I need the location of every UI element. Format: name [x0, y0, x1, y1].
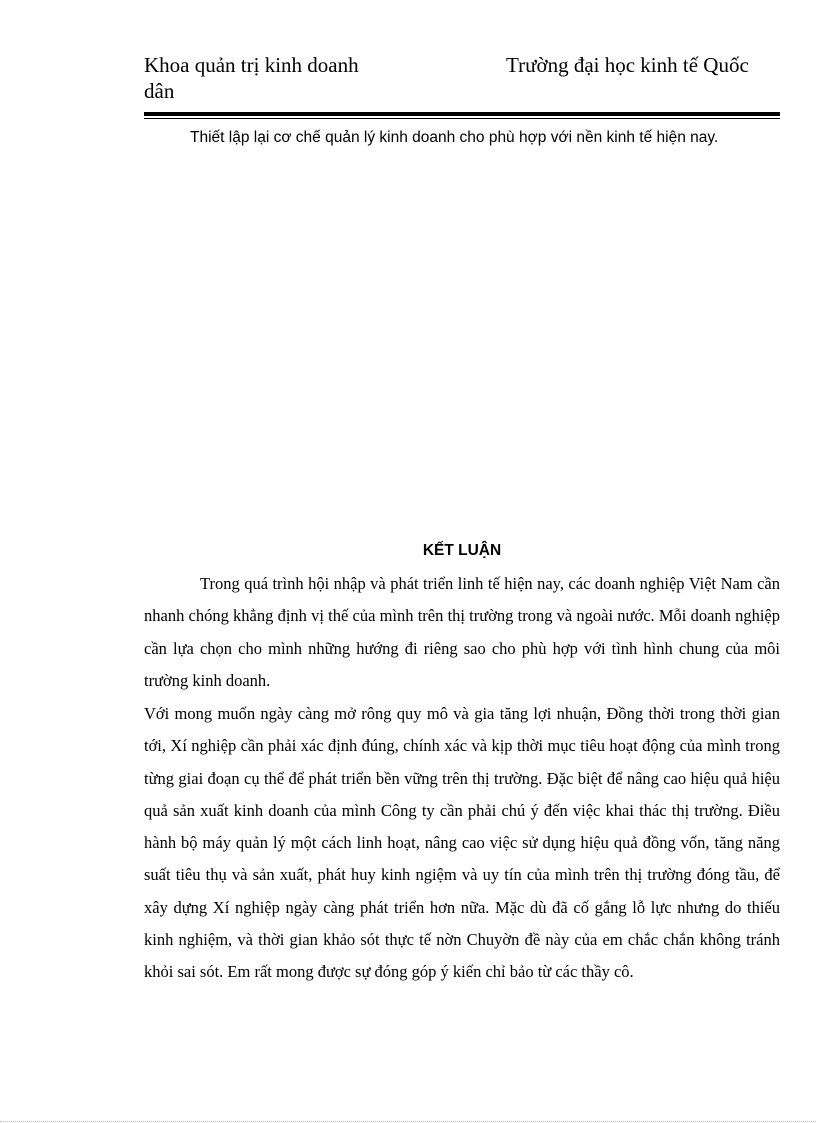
header-university: Trường đại học kinh tế Quốc: [506, 53, 749, 77]
header-rule-thin: [144, 118, 780, 119]
intro-paragraph: Thiết lập lại cơ chế quản lý kinh doanh cho phù hợp với nền kinh tế hiện nay.: [190, 129, 719, 146]
conclusion-paragraph-2: Với mong muốn ngày càng mở rông quy mô và gia tăng lợi nhuận, Đồng thời trong thời gian tới, Xí nghiệp cần phải xác định đúng, chính xác và kịp thời mục tiêu hoạt động của mình trong từng giai đoạn cụ thể để phát triển bền vững trên thị trường. Đặc biệt để nâng cao hiệu quả hiệu quả sản xuất kinh doanh của mình Công ty cần phải chú ý đến việc khai thác thị trường. Điều hành bộ máy quản lý một cách linh hoạt, nâng cao việc sử dụng hiệu quả đồng vốn, tăng năng suất tiêu thụ và sản xuất, phát huy kinh ngiệm và uy tín của mình trên thị trường đóng tầu, để xây dựng Xí nghiệp ngày càng phát triển hơn nữa. Mặc dù đã cố gắng lỗ lực nhưng do thiếu kinh nghiệm, và thời gian khảo sót thực tế nờn Chuyờn đề này của em chắc chắn không tránh khỏi sai sót. Em rất mong được sự đóng góp ý kiến chỉ bảo từ các thầy cô.: [144, 704, 780, 982]
header-rule-thick: [144, 112, 780, 116]
header-university-continuation: dân: [144, 79, 175, 103]
page-header: [144, 52, 780, 104]
header-faculty: Khoa quản trị kinh doanh: [144, 53, 359, 77]
conclusion-title: KẾT LUẬN: [422, 542, 502, 559]
conclusion-paragraph-1: Trong quá trình hội nhập và phát triển linh tế hiện nay, các doanh nghiệp Việt Nam cần nhanh chóng khẳng định vị thế của mình trên thị trường trong và ngoài nước. Mỗi doanh nghiệp cần lựa chọn cho mình những hướng đi riêng sao cho phù hợp với tình hình chung của môi trường kinh doanh.: [144, 574, 780, 690]
